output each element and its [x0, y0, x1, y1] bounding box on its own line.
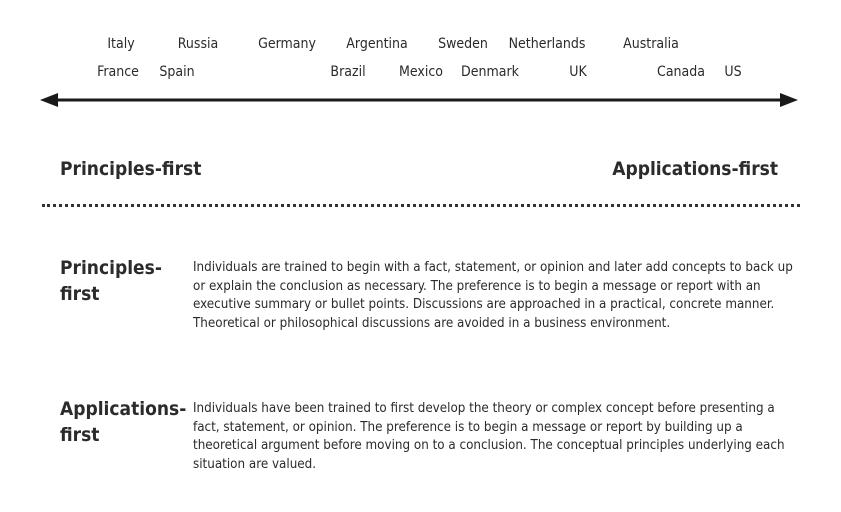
scale-arrow-right-head — [780, 93, 798, 107]
scale-left-label: Principles-first — [60, 158, 202, 180]
country-label-mexico: Mexico — [399, 64, 443, 80]
country-label-france: France — [97, 64, 139, 80]
country-label-germany: Germany — [258, 36, 316, 52]
definition-text-applications-first: Individuals have been trained to first develop the theory or complex concept before presenting a fact, statement, or opinion. The preference is to begin a message or report by building up a theoretical argument before moving on to a conclusion. The conceptual principles underlying each situation are valued. — [193, 401, 785, 472]
term-line: Principles- — [60, 257, 162, 279]
definition-term-principles-first — [60, 255, 190, 307]
country-label-denmark: Denmark — [461, 64, 519, 80]
scale-arrow-left-head — [40, 93, 58, 107]
definition-text-principles-first: Individuals are trained to begin with a fact, statement, or opinion and later add concepts to back up or explain the conclusion as necessary. The preference is to begin a message or report with an executive summary or bullet points. Discussions are approached in a practical, concrete manner. Theoretical or philosophical discussions are avoided in a business environment. — [193, 260, 793, 331]
country-label-sweden: Sweden — [438, 36, 488, 52]
term-line: first — [60, 283, 100, 305]
country-label-italy: Italy — [107, 36, 135, 52]
country-label-us: US — [724, 64, 742, 80]
term-line: Applications- — [60, 398, 187, 420]
scale-arrow — [0, 88, 841, 112]
country-label-uk: UK — [569, 64, 587, 80]
definition-term-applications-first — [60, 396, 190, 448]
country-label-netherlands: Netherlands — [508, 36, 586, 52]
country-label-argentina: Argentina — [346, 36, 408, 52]
dotted-divider — [42, 204, 800, 207]
country-label-canada: Canada — [657, 64, 705, 80]
term-line: first — [60, 424, 100, 446]
scale-right-label: Applications-first — [612, 158, 778, 180]
country-label-russia: Russia — [177, 36, 219, 52]
country-label-brazil: Brazil — [330, 64, 366, 80]
country-label-spain: Spain — [159, 64, 195, 80]
country-label-australia: Australia — [623, 36, 679, 52]
